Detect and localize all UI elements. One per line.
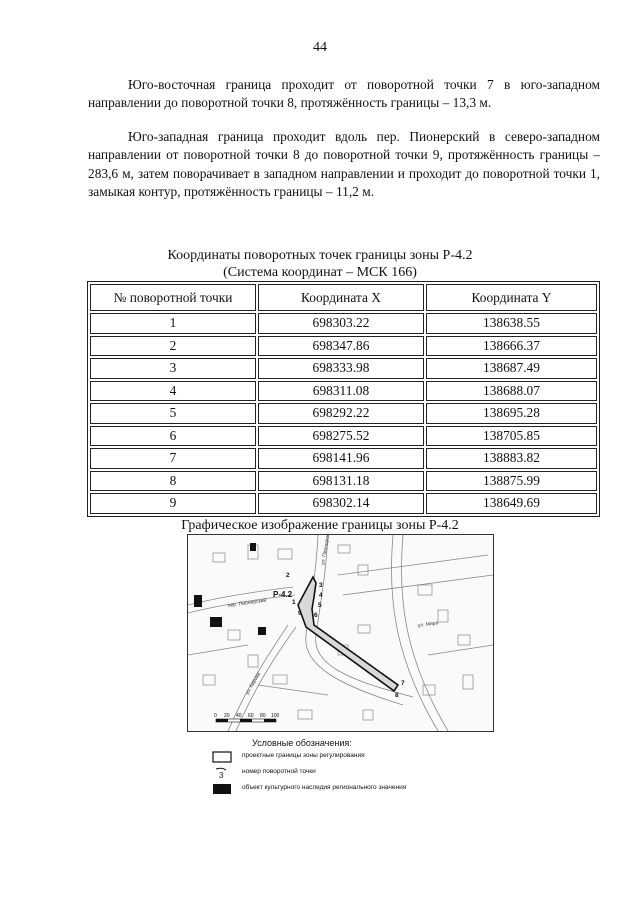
cell-point: 1 bbox=[90, 313, 256, 334]
heritage-objects bbox=[194, 543, 266, 635]
cell-point: 9 bbox=[90, 493, 256, 514]
scale-tick: 0 bbox=[214, 713, 217, 719]
paragraph-southwest-boundary bbox=[88, 128, 600, 202]
cell-point: 4 bbox=[90, 381, 256, 402]
cell-x: 698303.22 bbox=[258, 313, 424, 334]
table-caption-coordinate-system: (Система координат – МСК 166) bbox=[223, 265, 417, 280]
street-label: ул. Кирова bbox=[244, 671, 263, 696]
cell-point: 8 bbox=[90, 471, 256, 492]
map-drawing bbox=[188, 535, 493, 731]
figure-caption: Графическое изображение границы зоны Р-4.2 bbox=[181, 518, 459, 533]
table-row bbox=[90, 448, 597, 469]
heritage-object-symbol-icon bbox=[212, 783, 232, 795]
legend-number-sample: 3 bbox=[219, 771, 224, 779]
cell-y: 138883.82 bbox=[426, 448, 597, 469]
point-label-5: 5 bbox=[318, 602, 322, 609]
scale-tick: 60 bbox=[248, 713, 254, 719]
table-row bbox=[90, 358, 597, 379]
scale-tick: 20 bbox=[224, 713, 230, 719]
cell-x: 698347.86 bbox=[258, 336, 424, 357]
legend-item-label: проектные границы зоны регулирования bbox=[242, 752, 365, 759]
zone-label: Р-4.2 bbox=[273, 590, 293, 599]
street-label: ул. Мира bbox=[417, 620, 439, 629]
table-row bbox=[90, 471, 597, 492]
point-label-4: 4 bbox=[319, 592, 323, 599]
zone-map bbox=[187, 534, 494, 732]
cell-y: 138705.85 bbox=[426, 426, 597, 447]
street-label: ул. Пионерская bbox=[320, 535, 333, 566]
point-label-7: 7 bbox=[401, 680, 405, 687]
table-row bbox=[90, 381, 597, 402]
point-label-2: 2 bbox=[286, 572, 290, 579]
point-label-1: 1 bbox=[292, 599, 296, 606]
table-row bbox=[90, 313, 597, 334]
scale-tick: 40 bbox=[236, 713, 242, 719]
header-point-number: № поворотной точки bbox=[90, 284, 256, 311]
cell-y: 138695.28 bbox=[426, 403, 597, 424]
point-label-6: 6 bbox=[314, 612, 318, 619]
legend-item-label: номер поворотной точки bbox=[242, 768, 316, 775]
legend-title: Условные обозначения: bbox=[252, 738, 352, 748]
cell-point: 7 bbox=[90, 448, 256, 469]
cell-y: 138638.55 bbox=[426, 313, 597, 334]
cell-y: 138649.69 bbox=[426, 493, 597, 514]
table-row bbox=[90, 426, 597, 447]
point-label-9: 9 bbox=[298, 610, 302, 617]
point-label-8: 8 bbox=[395, 692, 399, 699]
paragraph-text: Юго-восточная граница проходит от поворотной точки 7 в юго-западном направлении до поворотной точки 8, протяжённость границы – 13,3 м. bbox=[88, 77, 600, 111]
cell-x: 698302.14 bbox=[258, 493, 424, 514]
cell-y: 138687.49 bbox=[426, 358, 597, 379]
scale-tick: 100 bbox=[271, 713, 280, 719]
point-label-3: 3 bbox=[319, 582, 323, 589]
coordinates-table bbox=[87, 281, 600, 517]
header-coordinate-y: Координата Y bbox=[426, 284, 597, 311]
map-streets bbox=[188, 535, 493, 731]
cell-x: 698333.98 bbox=[258, 358, 424, 379]
cell-x: 698131.18 bbox=[258, 471, 424, 492]
table-header-row bbox=[90, 284, 597, 311]
header-coordinate-x: Координата X bbox=[258, 284, 424, 311]
paragraph-southeast-boundary bbox=[88, 76, 600, 113]
point-number-symbol-icon bbox=[212, 767, 232, 779]
cell-x: 698141.96 bbox=[258, 448, 424, 469]
cell-point: 5 bbox=[90, 403, 256, 424]
boundary-symbol-icon bbox=[212, 751, 232, 763]
legend-item-label: объект культурного наследия регионального значения bbox=[242, 784, 407, 791]
cell-x: 698292.22 bbox=[258, 403, 424, 424]
cell-point: 3 bbox=[90, 358, 256, 379]
table-caption: Координаты поворотных точек границы зоны Р-4.2 bbox=[167, 248, 473, 263]
paragraph-text: Юго-западная граница проходит вдоль пер. Пионерский в северо-западном направлении от поворотной точки 8 до поворотной точки 9, протяжённость границы – 283,6 м, затем поворачивает в западном направлении и проходит до поворотной точки 1, замыкая контур, протяжённость границы – 11,2 м. bbox=[88, 129, 600, 200]
scale-tick: 80 bbox=[260, 713, 266, 719]
street-label: пер. Пионерский bbox=[227, 597, 267, 609]
table-row bbox=[90, 336, 597, 357]
map-buildings bbox=[203, 545, 473, 720]
cell-point: 6 bbox=[90, 426, 256, 447]
cell-y: 138666.37 bbox=[426, 336, 597, 357]
cell-y: 138688.07 bbox=[426, 381, 597, 402]
scale-bar bbox=[214, 713, 280, 722]
table-row bbox=[90, 403, 597, 424]
cell-x: 698311.08 bbox=[258, 381, 424, 402]
cell-x: 698275.52 bbox=[258, 426, 424, 447]
page-number: 44 bbox=[313, 40, 327, 55]
cell-point: 2 bbox=[90, 336, 256, 357]
cell-y: 138875.99 bbox=[426, 471, 597, 492]
table-row bbox=[90, 493, 597, 514]
